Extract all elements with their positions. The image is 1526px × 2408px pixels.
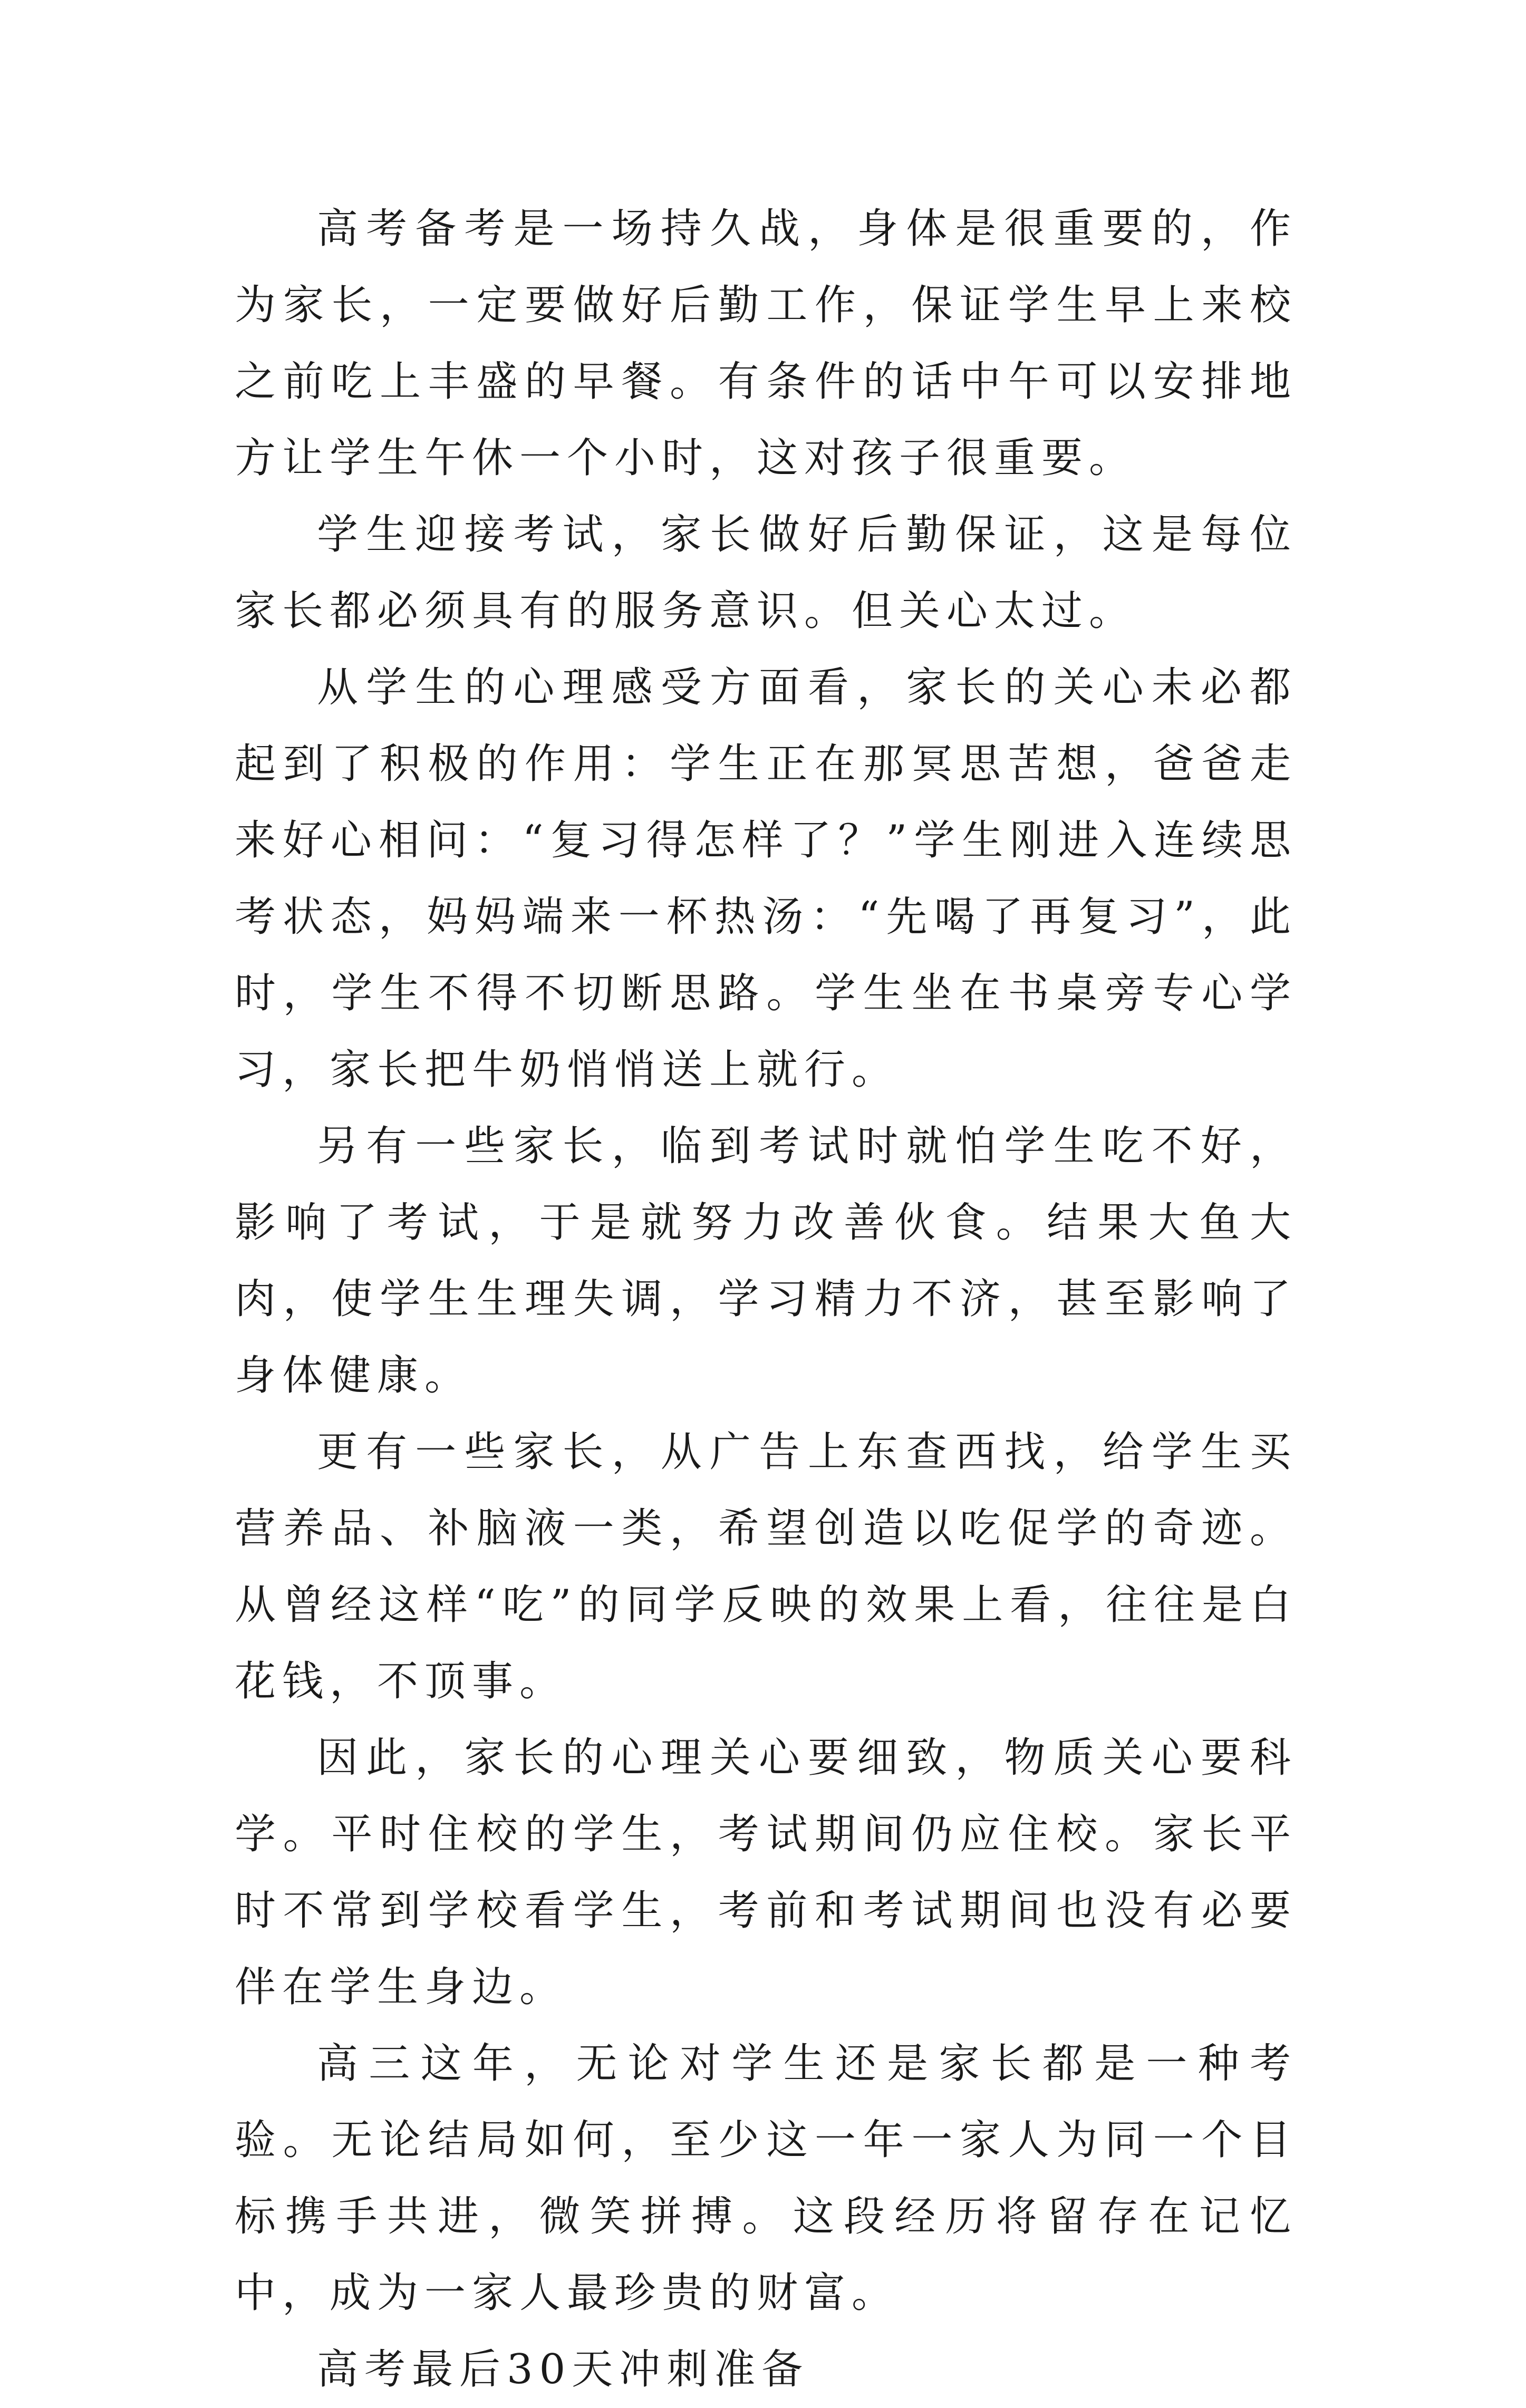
document-body [235,191,1297,2408]
paragraph-4: 另有一些家长，临到考试时就怕学生吃不好，影响了考试，于是就努力改善伙食。结果大鱼大肉，使学生生理失调，学习精力不济，甚至影响了身体健康。 [235,1123,1297,1399]
paragraph-3: 从学生的心理感受方面看，家长的关心未必都起到了积极的作用：学生正在那冥思苦想，爸爸走来好心相问：“复习得怎样了？”学生刚进入连续思考状态，妈妈端来一杯热汤：“先喝了再复习”，此时，学生不得不切断思路。学生坐在书桌旁专心学习，家长把牛奶悄悄送上就行。 [235,664,1297,1094]
section-heading: 高考最后30天冲刺准备 [317,2346,809,2393]
paragraph-7: 高三这年，无论对学生还是家长都是一种考验。无论结局如何，至少这一年一家人为同一个目标携手共进，微笑拼搏。这段经历将留存在记忆中，成为一家人最珍贵的财富。 [235,2040,1297,2317]
paragraph-5: 更有一些家长，从广告上东查西找，给学生买营养品、补脑液一类，希望创造以吃促学的奇迹。从曾经这样“吃”的同学反映的效果上看，往往是白花钱，不顶事。 [235,1428,1297,1705]
paragraph-1: 高考备考是一场持久战，身体是很重要的，作为家长，一定要做好后勤工作，保证学生早上来校之前吃上丰盛的早餐。有条件的话中午可以安排地方让学生午休一个小时，这对孩子很重要。 [235,205,1297,482]
paragraph-2: 学生迎接考试，家长做好后勤保证，这是每位家长都必须具有的服务意识。但关心太过。 [235,511,1297,635]
paragraph-6: 因此，家长的心理关心要细致，物质关心要科学。平时住校的学生，考试期间仍应住校。家长平时不常到学校看学生，考前和考试期间也没有必要伴在学生身边。 [235,1734,1297,2011]
